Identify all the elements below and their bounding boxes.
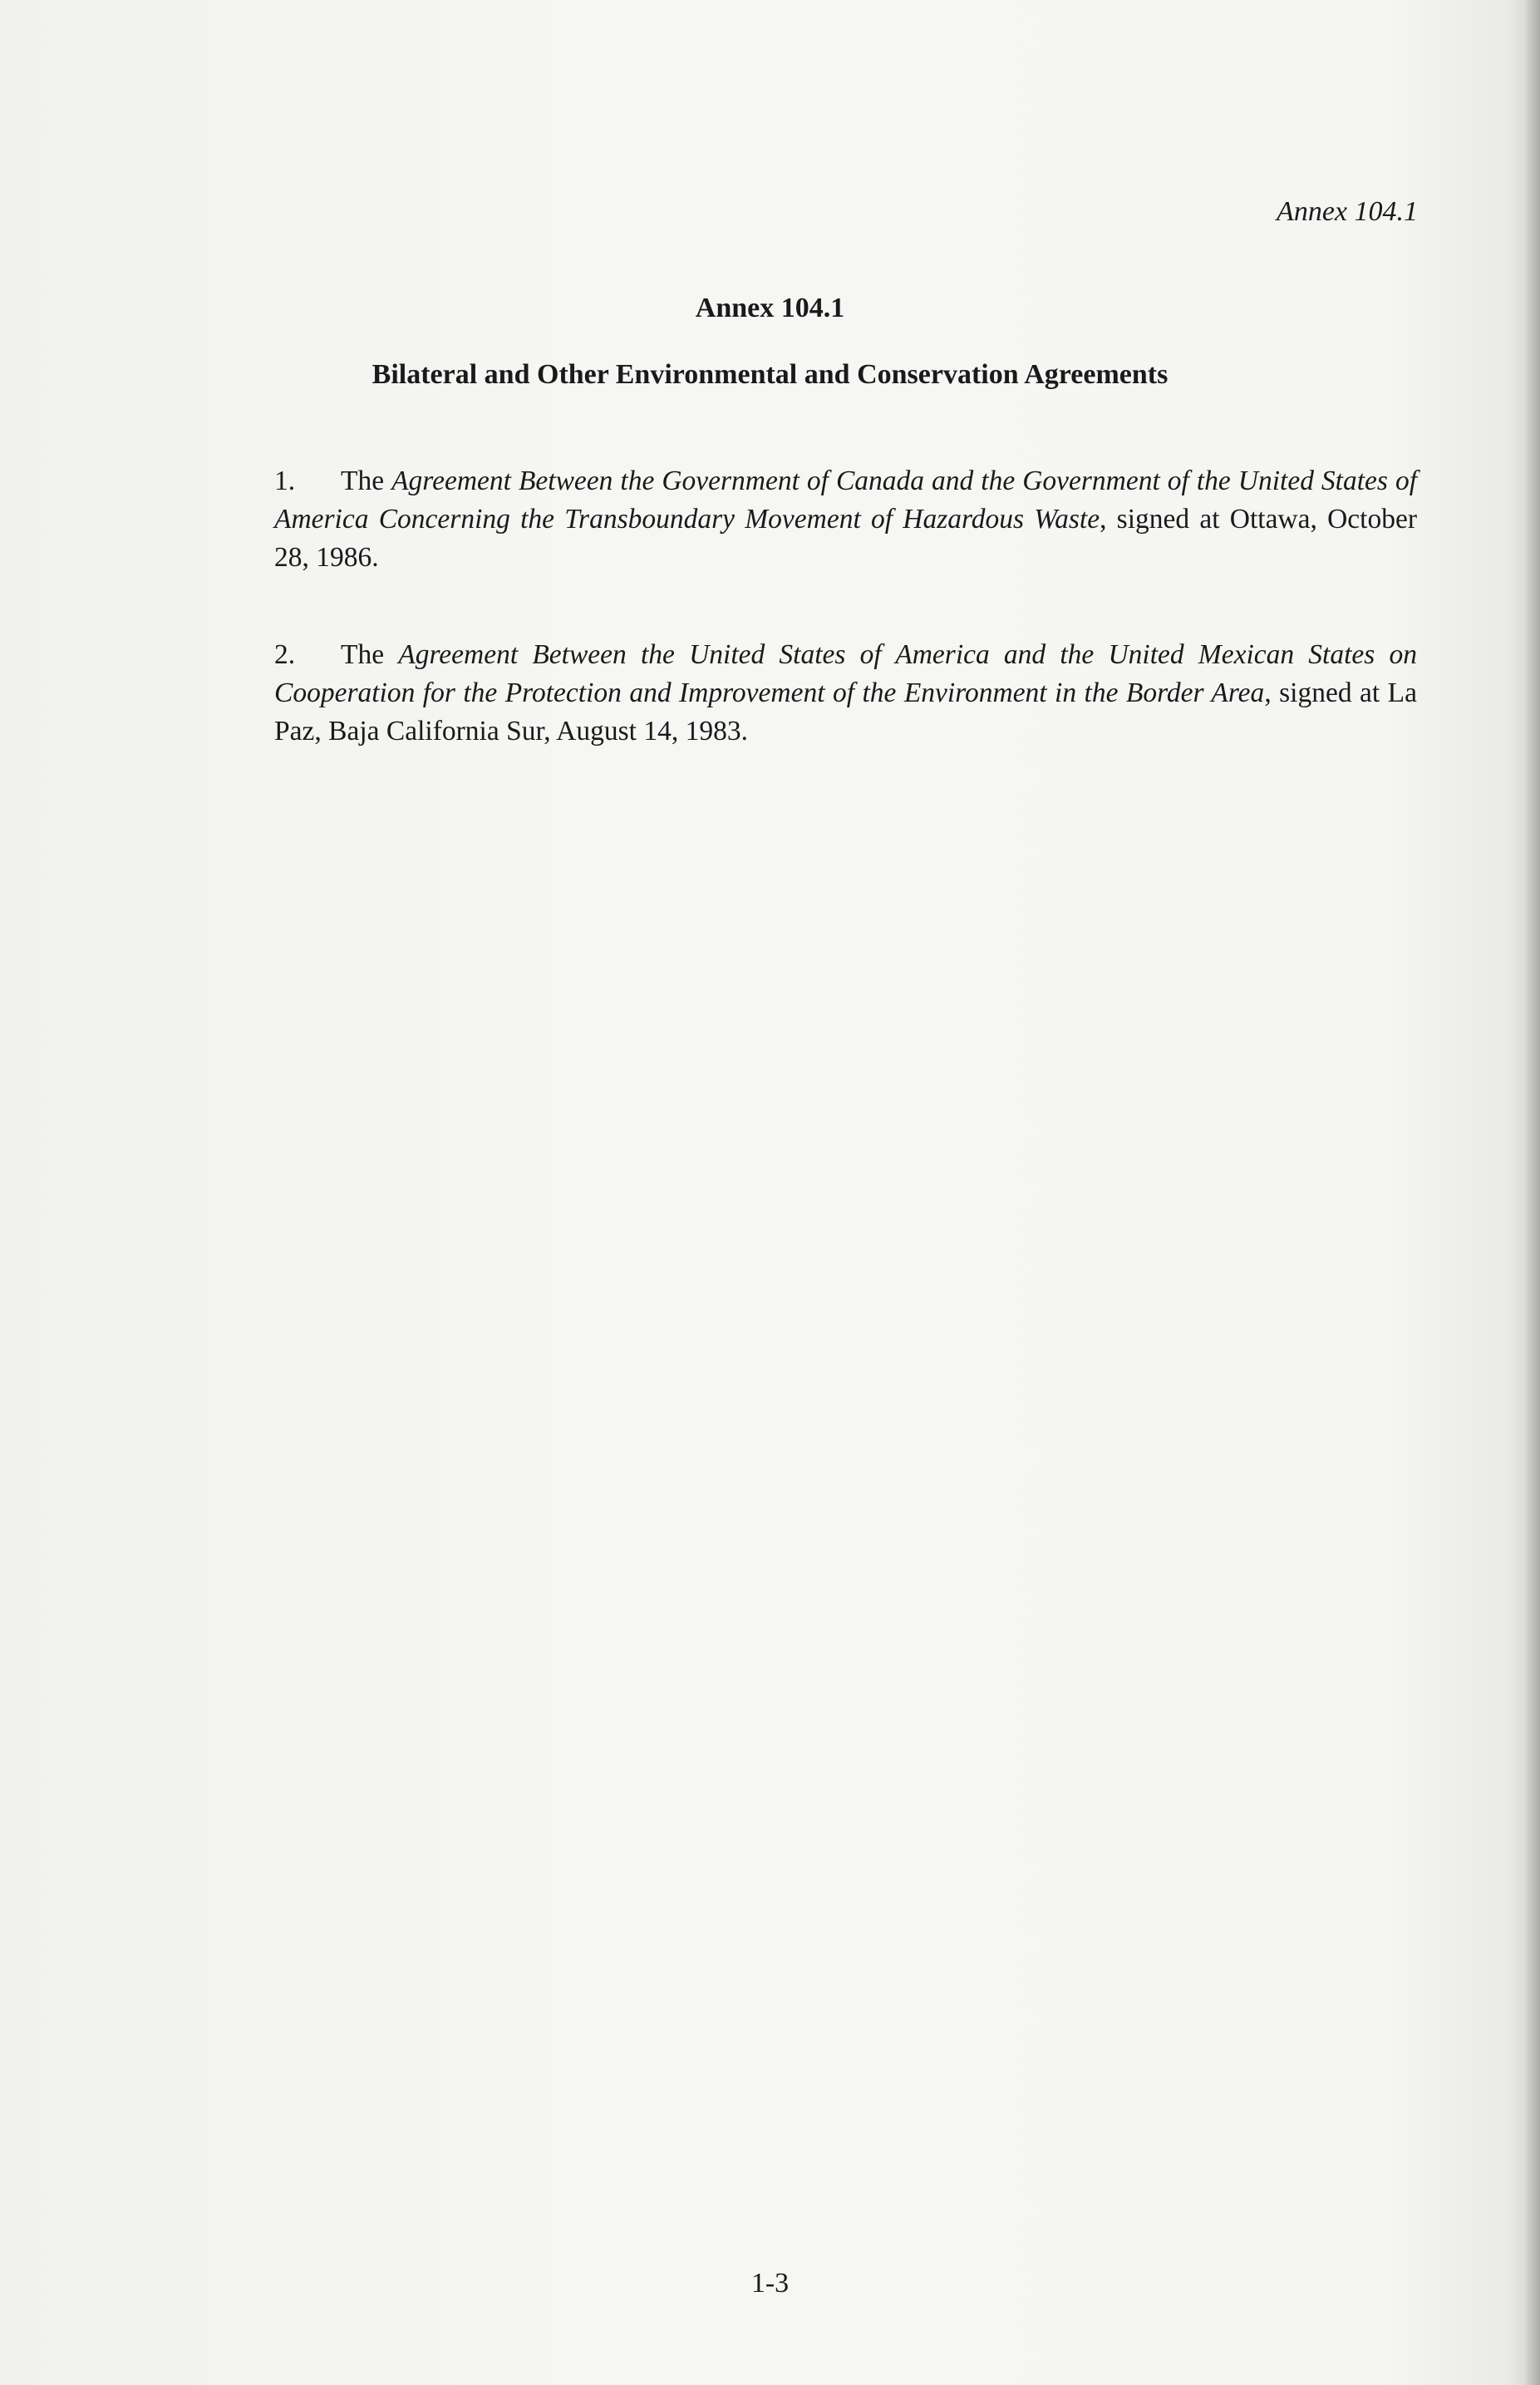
agreement-title: Agreement Between the United States of America and the United Mexican States on Cooperation for the Protection and Improvement of the Environment in the Border Area [274, 639, 1418, 708]
annex-title: Annex 104.1 [695, 293, 845, 323]
annex-subtitle: Bilateral and Other Environmental and Conservation Agreements [371, 359, 1169, 390]
paragraph-number: 2. [274, 639, 296, 670]
agreement-title: Agreement Between the Government of Canada and the Government of the United States of America Concerning the Transboundary Movement of Hazardous Waste [274, 466, 1418, 535]
paragraph-lead: The [341, 639, 385, 670]
paragraph-tail: , signed at Ottawa, October 28, 1986. [274, 504, 1417, 573]
page-edge [1525, 0, 1540, 2385]
agreement-paragraph-2 [274, 636, 1417, 751]
paragraph-lead: The [341, 466, 385, 496]
page-number: 1-3 [750, 2268, 790, 2299]
paragraph-number: 1. [274, 466, 296, 496]
paragraph-tail: , signed at La Paz, Baja California Sur, August 14, 1983. [274, 678, 1417, 747]
running-head: Annex 104.1 [1277, 196, 1418, 227]
agreement-paragraph-1 [274, 462, 1417, 577]
